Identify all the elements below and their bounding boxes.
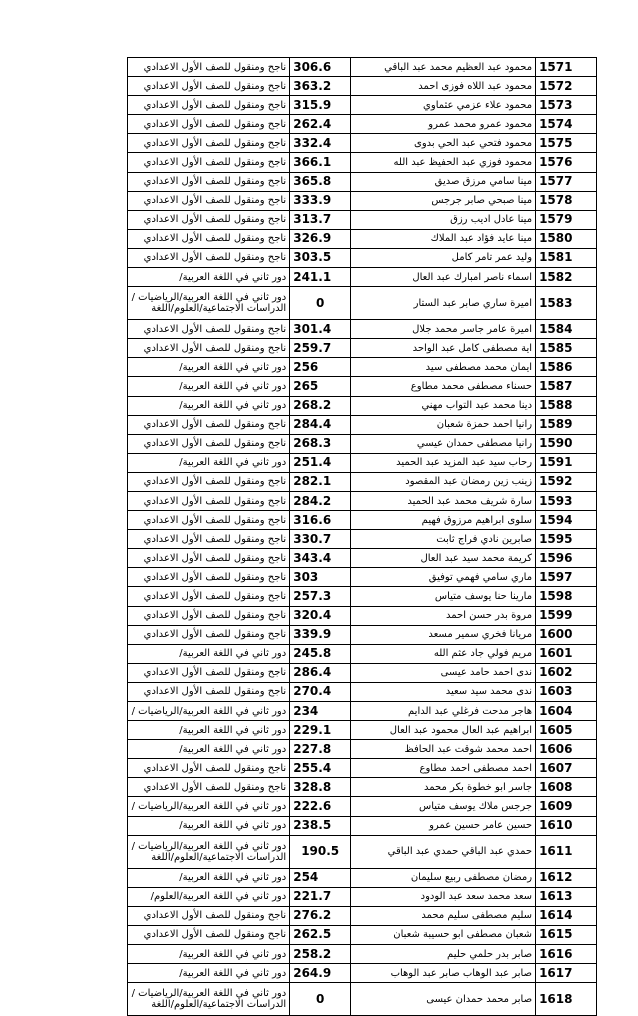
table-row [128,472,597,491]
table-row [128,115,597,134]
result-status-cell: ناجح ومنقول للصف الأول الاعدادي [128,172,290,191]
score-cell: 238.5 [290,816,351,835]
table-row [128,434,597,453]
seat-number-cell: 1599 [536,606,597,625]
score-cell: 270.4 [290,682,351,701]
result-status-cell: دور ثاني في اللغة العربية/ [128,377,290,396]
table-row [128,268,597,287]
student-name-cell: محمود فوزي عبد الحفيظ عبد الله [351,153,536,172]
seat-number-cell: 1584 [536,320,597,339]
result-status-cell: ناجح ومنقول للصف الأول الاعدادي [128,77,290,96]
student-name-cell: محمود عبد اللاه فوزى احمد [351,77,536,96]
score-cell: 251.4 [290,453,351,472]
score-cell: 262.4 [290,115,351,134]
score-cell: 268.2 [290,396,351,415]
result-status-cell: ناجح ومنقول للصف الأول الاعدادي [128,320,290,339]
seat-number-cell: 1602 [536,663,597,682]
results-table [127,57,597,1016]
student-name-cell: محمود علاء عزمي عثماوي [351,96,536,115]
student-name-cell: شعبان مصطفى ابو حسيبة شعبان [351,925,536,944]
table-row [128,339,597,358]
result-status-cell: ناجح ومنقول للصف الأول الاعدادي [128,415,290,434]
seat-number-cell: 1617 [536,964,597,983]
student-name-cell: حسين عامر حسين عمرو [351,816,536,835]
student-name-cell: ندى محمد سيد سعيد [351,682,536,701]
seat-number-cell: 1610 [536,816,597,835]
student-name-cell: اميرة عامر جاسر محمد جلال [351,320,536,339]
result-status-cell: دور ثاني في اللغة العربية/ [128,868,290,887]
seat-number-cell: 1582 [536,268,597,287]
score-cell: 190.5 [290,835,351,868]
score-cell: 316.6 [290,511,351,530]
seat-number-cell: 1571 [536,58,597,77]
seat-number-cell: 1573 [536,96,597,115]
seat-number-cell: 1611 [536,835,597,868]
seat-number-cell: 1574 [536,115,597,134]
result-status-cell: ناجح ومنقول للصف الأول الاعدادي [128,925,290,944]
table-row [128,682,597,701]
result-status-cell: ناجح ومنقول للصف الأول الاعدادي [128,472,290,491]
table-row [128,663,597,682]
seat-number-cell: 1583 [536,287,597,320]
score-cell: 366.1 [290,153,351,172]
table-row [128,96,597,115]
score-cell: 286.4 [290,663,351,682]
student-name-cell: مينا سامي مرزق صديق [351,172,536,191]
score-cell: 254 [290,868,351,887]
result-status-cell: دور ثاني في اللغة العربية/الرياضيات / الدراسات الاجتماعية/العلوم/اللغة [128,287,290,320]
student-name-cell: دينا محمد عبد التواب مهني [351,396,536,415]
score-cell: 343.4 [290,549,351,568]
seat-number-cell: 1612 [536,868,597,887]
table-row [128,906,597,925]
result-status-cell: ناجح ومنقول للصف الأول الاعدادي [128,663,290,682]
score-cell: 313.7 [290,210,351,229]
seat-number-cell: 1601 [536,644,597,663]
seat-number-cell: 1603 [536,682,597,701]
result-status-cell: ناجح ومنقول للصف الأول الاعدادي [128,134,290,153]
result-status-cell: ناجح ومنقول للصف الأول الاعدادي [128,434,290,453]
seat-number-cell: 1607 [536,759,597,778]
seat-number-cell: 1580 [536,229,597,248]
table-row [128,453,597,472]
score-cell: 332.4 [290,134,351,153]
score-cell: 262.5 [290,925,351,944]
table-row [128,759,597,778]
table-row [128,945,597,964]
student-name-cell: صابر بدر حلمي حليم [351,945,536,964]
seat-number-cell: 1576 [536,153,597,172]
seat-number-cell: 1581 [536,248,597,267]
table-row [128,320,597,339]
student-name-cell: مينا صبحي صابر جرجس [351,191,536,210]
student-name-cell: اميرة ساري صابر عبد الستار [351,287,536,320]
result-status-cell: دور ثاني في اللغة العربية/ [128,721,290,740]
student-name-cell: اية مصطفى كامل عبد الواحد [351,339,536,358]
result-status-cell: ناجح ومنقول للصف الأول الاعدادي [128,625,290,644]
table-row [128,530,597,549]
result-status-cell: ناجح ومنقول للصف الأول الاعدادي [128,587,290,606]
result-status-cell: دور ثاني في اللغة العربية/العلوم/ [128,887,290,906]
seat-number-cell: 1597 [536,568,597,587]
table-row [128,721,597,740]
result-status-cell: دور ثاني في اللغة العربية/ [128,740,290,759]
table-row [128,377,597,396]
result-status-cell: ناجح ومنقول للصف الأول الاعدادي [128,153,290,172]
score-cell: 339.9 [290,625,351,644]
student-name-cell: احمد مصطفى احمد مطاوع [351,759,536,778]
student-name-cell: رحاب سيد عبد المزيد عبد الحميد [351,453,536,472]
seat-number-cell: 1593 [536,491,597,510]
score-cell: 282.1 [290,472,351,491]
result-status-cell: ناجح ومنقول للصف الأول الاعدادي [128,682,290,701]
seat-number-cell: 1616 [536,945,597,964]
result-status-cell: دور ثاني في اللغة العربية/ [128,816,290,835]
student-name-cell: زينب زين رمضان عبد المقصود [351,472,536,491]
score-cell: 333.9 [290,191,351,210]
result-status-cell: ناجح ومنقول للصف الأول الاعدادي [128,906,290,925]
seat-number-cell: 1575 [536,134,597,153]
seat-number-cell: 1592 [536,472,597,491]
result-status-cell: ناجح ومنقول للصف الأول الاعدادي [128,210,290,229]
table-row [128,210,597,229]
table-row [128,77,597,96]
score-cell: 268.3 [290,434,351,453]
score-cell: 234 [290,702,351,721]
seat-number-cell: 1604 [536,702,597,721]
seat-number-cell: 1598 [536,587,597,606]
student-name-cell: ندى احمد حامد عيسى [351,663,536,682]
result-status-cell: دور ثاني في اللغة العربية/ [128,945,290,964]
seat-number-cell: 1595 [536,530,597,549]
score-cell: 259.7 [290,339,351,358]
table-row [128,568,597,587]
student-name-cell: حمدي عبد الباقي حمدي عبد الباقي [351,835,536,868]
score-cell: 245.8 [290,644,351,663]
result-status-cell: ناجح ومنقول للصف الأول الاعدادي [128,115,290,134]
table-row [128,229,597,248]
table-row [128,868,597,887]
score-cell: 303.5 [290,248,351,267]
result-status-cell: دور ثاني في اللغة العربية/ [128,453,290,472]
score-cell: 284.4 [290,415,351,434]
score-cell: 363.2 [290,77,351,96]
table-row [128,358,597,377]
score-cell: 264.9 [290,964,351,983]
student-name-cell: ماري سامي فهمي توفيق [351,568,536,587]
score-cell: 365.8 [290,172,351,191]
student-name-cell: محمود عبد العظيم محمد عبد الباقي [351,58,536,77]
result-status-cell: ناجح ومنقول للصف الأول الاعدادي [128,606,290,625]
seat-number-cell: 1615 [536,925,597,944]
seat-number-cell: 1588 [536,396,597,415]
result-status-cell: دور ثاني في اللغة العربية/الرياضيات / [128,702,290,721]
score-cell: 222.6 [290,797,351,816]
table-row [128,625,597,644]
student-name-cell: رانيا احمد حمزة شعبان [351,415,536,434]
student-name-cell: وليد عمر تامر كامل [351,248,536,267]
seat-number-cell: 1614 [536,906,597,925]
result-status-cell: ناجح ومنقول للصف الأول الاعدادي [128,339,290,358]
student-name-cell: سليم مصطفى سليم محمد [351,906,536,925]
table-row [128,740,597,759]
student-name-cell: مينا عادل اديب رزق [351,210,536,229]
seat-number-cell: 1618 [536,983,597,1016]
table-row [128,191,597,210]
table-row [128,396,597,415]
table-row [128,606,597,625]
student-name-cell: مروة بدر حسن احمد [351,606,536,625]
seat-number-cell: 1594 [536,511,597,530]
result-status-cell: دور ثاني في اللغة العربية/الرياضيات / الدراسات الاجتماعية/العلوم/اللغة [128,983,290,1016]
student-name-cell: كريمة محمد سيد عبد العال [351,549,536,568]
table-row [128,287,597,320]
student-name-cell: سعد محمد سعد عبد الودود [351,887,536,906]
student-name-cell: صابرين نادي فراج ثابت [351,530,536,549]
score-cell: 328.8 [290,778,351,797]
result-status-cell: دور ثاني في اللغة العربية/الرياضيات / [128,797,290,816]
score-cell: 265 [290,377,351,396]
result-status-cell: ناجح ومنقول للصف الأول الاعدادي [128,549,290,568]
student-name-cell: محمود فتحي عبد الحي بدوى [351,134,536,153]
score-cell: 0 [290,983,351,1016]
score-cell: 256 [290,358,351,377]
seat-number-cell: 1585 [536,339,597,358]
table-row [128,415,597,434]
table-row [128,134,597,153]
table-row [128,797,597,816]
score-cell: 315.9 [290,96,351,115]
score-cell: 326.9 [290,229,351,248]
score-cell: 0 [290,287,351,320]
table-row [128,983,597,1016]
score-cell: 255.4 [290,759,351,778]
student-name-cell: احمد محمد شوقت عبد الحافظ [351,740,536,759]
seat-number-cell: 1608 [536,778,597,797]
result-status-cell: ناجح ومنقول للصف الأول الاعدادي [128,58,290,77]
score-cell: 257.3 [290,587,351,606]
table-row [128,964,597,983]
result-status-cell: دور ثاني في اللغة العربية/الرياضيات / الدراسات الاجتماعية/العلوم/اللغة [128,835,290,868]
score-cell: 330.7 [290,530,351,549]
score-cell: 303 [290,568,351,587]
score-cell: 306.6 [290,58,351,77]
seat-number-cell: 1578 [536,191,597,210]
student-name-cell: هاجر مدحت فرغلي عبد الدايم [351,702,536,721]
result-status-cell: ناجح ومنقول للصف الأول الاعدادي [128,778,290,797]
seat-number-cell: 1587 [536,377,597,396]
result-status-cell: دور ثاني في اللغة العربية/ [128,268,290,287]
table-row [128,702,597,721]
results-table-body [128,58,597,1016]
seat-number-cell: 1586 [536,358,597,377]
student-name-cell: محمود عمرو محمد عمرو [351,115,536,134]
student-name-cell: سارة شريف محمد عبد الحميد [351,491,536,510]
result-status-cell: ناجح ومنقول للصف الأول الاعدادي [128,568,290,587]
result-status-cell: ناجح ومنقول للصف الأول الاعدادي [128,191,290,210]
table-row [128,511,597,530]
seat-number-cell: 1572 [536,77,597,96]
table-row [128,248,597,267]
result-status-cell: ناجح ومنقول للصف الأول الاعدادي [128,530,290,549]
score-cell: 258.2 [290,945,351,964]
student-name-cell: حسناء مصطفى محمد مطاوع [351,377,536,396]
result-status-cell: ناجح ومنقول للصف الأول الاعدادي [128,511,290,530]
seat-number-cell: 1589 [536,415,597,434]
seat-number-cell: 1590 [536,434,597,453]
result-status-cell: ناجح ومنقول للصف الأول الاعدادي [128,96,290,115]
seat-number-cell: 1600 [536,625,597,644]
table-row [128,887,597,906]
seat-number-cell: 1579 [536,210,597,229]
student-name-cell: رانيا مصطفى حمدان عيسي [351,434,536,453]
student-name-cell: ابراهيم عبد العال محمود عبد العال [351,721,536,740]
student-name-cell: صابر عبد الوهاب صابر عبد الوهاب [351,964,536,983]
seat-number-cell: 1577 [536,172,597,191]
score-cell: 284.2 [290,491,351,510]
score-cell: 227.8 [290,740,351,759]
table-row [128,549,597,568]
table-row [128,835,597,868]
result-status-cell: دور ثاني في اللغة العربية/ [128,964,290,983]
student-name-cell: صابر محمد حمدان عيسى [351,983,536,1016]
score-cell: 276.2 [290,906,351,925]
student-name-cell: اسماء ناصر امبارك عبد العال [351,268,536,287]
table-row [128,491,597,510]
score-cell: 229.1 [290,721,351,740]
result-status-cell: دور ثاني في اللغة العربية/ [128,644,290,663]
table-row [128,816,597,835]
result-status-cell: ناجح ومنقول للصف الأول الاعدادي [128,229,290,248]
student-name-cell: مريانا فخري سمير مسعد [351,625,536,644]
result-status-cell: دور ثاني في اللغة العربية/ [128,396,290,415]
table-row [128,778,597,797]
student-name-cell: ايمان محمد مصطفى سيد [351,358,536,377]
seat-number-cell: 1596 [536,549,597,568]
student-name-cell: جرجس ملاك يوسف متياس [351,797,536,816]
result-status-cell: ناجح ومنقول للصف الأول الاعدادي [128,491,290,510]
table-row [128,587,597,606]
result-status-cell: دور ثاني في اللغة العربية/ [128,358,290,377]
seat-number-cell: 1591 [536,453,597,472]
student-name-cell: رمضان مصطفى ربيع سليمان [351,868,536,887]
seat-number-cell: 1605 [536,721,597,740]
table-row [128,58,597,77]
student-name-cell: مريم فولي جاد عثم الله [351,644,536,663]
score-cell: 241.1 [290,268,351,287]
result-status-cell: ناجح ومنقول للصف الأول الاعدادي [128,248,290,267]
seat-number-cell: 1609 [536,797,597,816]
table-row [128,644,597,663]
score-cell: 221.7 [290,887,351,906]
seat-number-cell: 1613 [536,887,597,906]
student-name-cell: جاسر ابو خطوة بكر محمد [351,778,536,797]
score-cell: 301.4 [290,320,351,339]
table-row [128,172,597,191]
table-row [128,153,597,172]
student-name-cell: سلوى ابراهيم مرزوق فهيم [351,511,536,530]
table-row [128,925,597,944]
score-cell: 320.4 [290,606,351,625]
student-name-cell: مارينا حنا يوسف متياس [351,587,536,606]
seat-number-cell: 1606 [536,740,597,759]
result-status-cell: ناجح ومنقول للصف الأول الاعدادي [128,759,290,778]
student-name-cell: مينا عايد فؤاد عبد الملاك [351,229,536,248]
